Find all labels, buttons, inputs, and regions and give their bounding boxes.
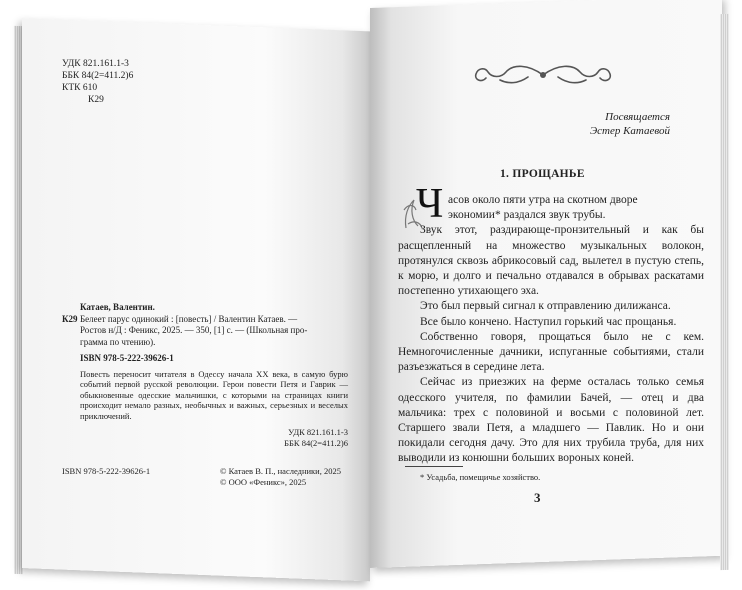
bib-line: Ростов н/Д : Феникс, 2025. — 350, [1] с. — (Школьная про- (80, 325, 308, 335)
copyright-line: © ООО «Феникс», 2025 (220, 477, 307, 487)
dedication-line: Эстер Катаевой (589, 125, 670, 137)
first-line: асов около пяти утра на скотном дворе (448, 194, 638, 206)
drop-cap-letter: Ч (416, 181, 444, 227)
author-mark: К29 (62, 313, 78, 324)
isbn-bottom: ISBN 978-5-222-39626-1 (62, 466, 151, 476)
copyright-line: © Катаев В. П., наследники, 2025 (220, 466, 341, 476)
bbk-code: ББК 84(2=411.2)6 (284, 437, 348, 448)
paragraph: Это был первый сигнал к отправлению дилижанса. (420, 300, 671, 313)
right-page-edge (720, 14, 729, 570)
chapter-title: 1. ПРОЩАНЬЕ (500, 168, 585, 180)
classification-codes (62, 58, 133, 106)
footnote-rule (405, 466, 463, 467)
codes-bottom (62, 427, 348, 448)
chapter-text (398, 193, 704, 467)
flourish-ornament-icon (468, 62, 618, 88)
footnote: * Усадьба, помещичье хозяйство. (420, 472, 541, 482)
paragraph: Собственно говоря, прощаться было не с кем. Немногочисленные дачники, испуганные событиями, стали разъезжаться в середине лета. (398, 330, 704, 374)
udk-code: УДК 821.161.1-3 (288, 427, 348, 437)
dedication (520, 110, 670, 138)
paragraph: Звук этот, раздирающе-пронзительный и как бы расщепленный на множество музыкальных волокон, протянулся сквозь абрикосовый сад, вылетел в пустую степь, к морю, и долго и печально отдавался в обрывах раскатами постепенно утихающего эха. (398, 224, 704, 298)
author-name: Катаев, Валентин. (80, 302, 155, 312)
author-mark: К29 (88, 95, 104, 105)
annotation: Повесть переносит читателя в Одессу начала XX века, в самую бурю событий первой русской революции. Герои повести Петя и Гаврик — обыкновенные одесские мальчишки, с которыми на страницах книги происходит немало разных, необычных и важных, серьезных и веселых приключений. (80, 368, 348, 421)
dedication-line: Посвящается (605, 111, 670, 123)
isbn: ISBN 978-5-222-39626-1 (80, 353, 174, 363)
udk-code: УДК 821.161.1-3 (62, 59, 129, 69)
bib-line: грамма по чтению). (80, 336, 156, 347)
catalog-card (62, 302, 348, 448)
ktk-code: КТК 610 (62, 83, 98, 93)
page-number: 3 (534, 490, 541, 505)
bbk-code: ББК 84(2=411.2)6 (62, 71, 134, 81)
bib-line: Белеет парус одинокий : [повесть] / Валентин Катаев. — (80, 313, 298, 324)
paragraph: Сейчас из приезжих на ферме осталась только семья одесского учителя, по фамилии Бачей, — отец и два мальчика: трех с половиной и восьми с половиной лет. Старшего звали Петя, а младшего — Павлик. Но и они покидали сегодня дачу. Это для них трубила труба, для них выводили из конюшни больших вороных коней. (398, 376, 704, 465)
second-line: экономии* раздался звук трубы. (448, 209, 606, 222)
copyright (220, 466, 341, 488)
bib-row (62, 314, 348, 349)
paragraph: Все было кончено. Наступил горький час прощанья. (420, 315, 677, 328)
